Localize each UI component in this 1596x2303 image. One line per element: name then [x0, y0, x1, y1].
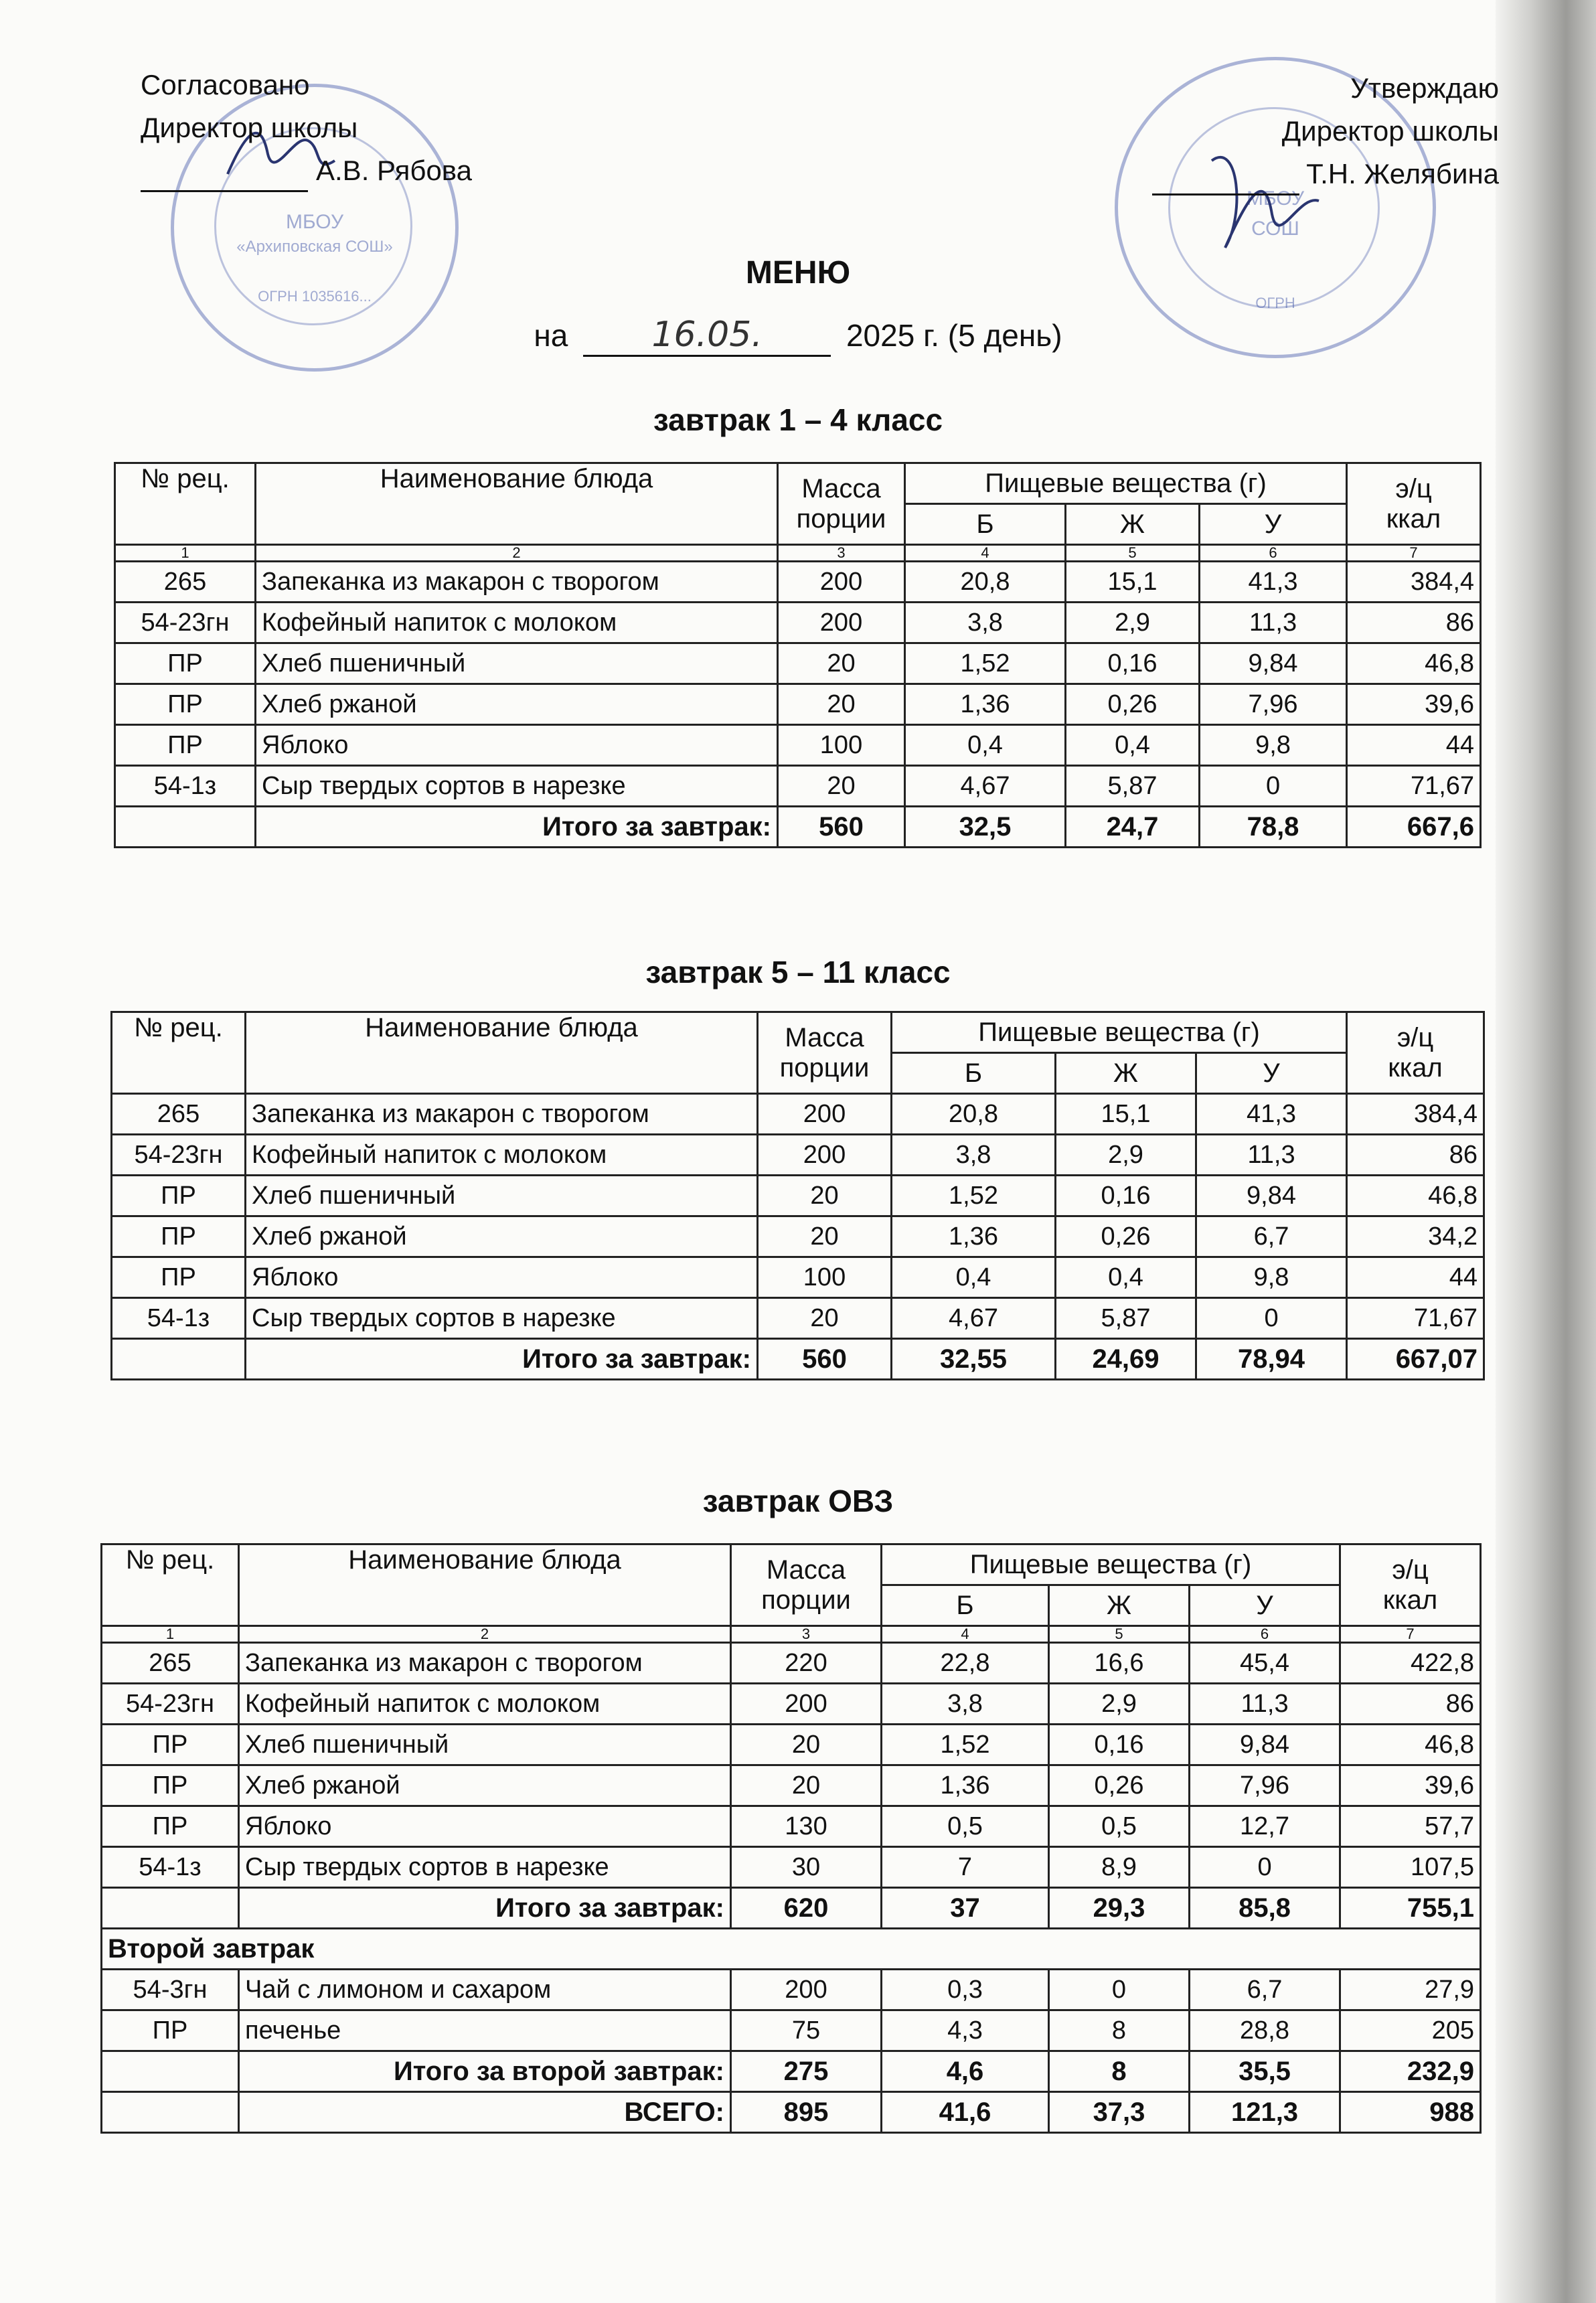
approve-block [1152, 67, 1499, 195]
col-nutrients: Пищевые вещества (г) [882, 1544, 1340, 1585]
kcal-cell: 44 [1347, 1257, 1484, 1298]
second-total-u: 35,5 [1190, 2051, 1340, 2092]
num-cell: 1 [102, 1626, 239, 1643]
mass-cell: 220 [731, 1643, 882, 1684]
date-prefix: на [534, 318, 568, 353]
fat-cell: 0,26 [1056, 1216, 1196, 1257]
grand-total-kcal: 988 [1340, 2092, 1481, 2133]
col-u: У [1200, 504, 1347, 545]
kcal-cell: 46,8 [1340, 1725, 1481, 1765]
kcal-cell: 71,67 [1347, 1298, 1484, 1339]
table-row [102, 1847, 1481, 1888]
protein-cell: 1,36 [892, 1216, 1056, 1257]
kcal-cell: 39,6 [1347, 684, 1481, 725]
total-kcal: 667,07 [1347, 1339, 1484, 1380]
kcal-cell: 46,8 [1347, 643, 1481, 684]
kcal-cell: 27,9 [1340, 1970, 1481, 2010]
table-row [115, 603, 1481, 643]
date-suffix: 2025 г. (5 день) [846, 318, 1062, 353]
fat-cell: 0,16 [1066, 643, 1200, 684]
right-stamp-name: СОШ [1251, 218, 1299, 240]
col-mass-top: Масса [785, 1022, 864, 1052]
approve-label: Утверждаю [1350, 72, 1499, 104]
protein-cell: 3,8 [892, 1135, 1056, 1176]
table-row [102, 1643, 1481, 1684]
dish-cell: Сыр твердых сортов в нарезке [256, 766, 778, 807]
col-mass-top: Масса [801, 473, 881, 503]
mass-cell: 30 [731, 1847, 882, 1888]
table-row [115, 725, 1481, 766]
section-title-1: завтрак 1 – 4 класс [653, 402, 943, 437]
kcal-cell: 422,8 [1340, 1643, 1481, 1684]
mass-cell: 20 [778, 684, 905, 725]
table-row [102, 1970, 1481, 2010]
carb-cell: 41,3 [1200, 562, 1347, 603]
protein-cell: 3,8 [905, 603, 1066, 643]
mass-cell: 20 [758, 1298, 892, 1339]
mass-cell: 20 [731, 1765, 882, 1806]
table-row [102, 1806, 1481, 1847]
dish-cell: Запеканка из макарон с творогом [256, 562, 778, 603]
fat-cell: 15,1 [1066, 562, 1200, 603]
table-row [102, 2010, 1481, 2051]
kcal-cell: 384,4 [1347, 562, 1481, 603]
fat-cell: 0,4 [1056, 1257, 1196, 1298]
grand-total-row [102, 2092, 1481, 2133]
fat-cell: 0,26 [1049, 1765, 1190, 1806]
col-energy-top: э/ц [1396, 1022, 1434, 1052]
recipe-cell: 54-3гн [102, 1970, 239, 2010]
dish-cell: Сыр твердых сортов в нарезке [246, 1298, 758, 1339]
second-total-mass: 275 [731, 2051, 882, 2092]
mass-cell: 100 [758, 1257, 892, 1298]
date-value: 16.05. [583, 315, 831, 357]
carb-cell: 6,7 [1190, 1970, 1340, 2010]
protein-cell: 0,5 [882, 1806, 1049, 1847]
carb-cell: 45,4 [1190, 1643, 1340, 1684]
mass-cell: 200 [758, 1135, 892, 1176]
carb-cell: 6,7 [1196, 1216, 1347, 1257]
total-u: 85,8 [1190, 1888, 1340, 1929]
col-mass-bottom: порции [761, 1585, 851, 1615]
agreed-block [141, 64, 472, 192]
table-row [112, 1216, 1484, 1257]
col-mass-bottom: порции [796, 503, 886, 534]
fat-cell: 0 [1049, 1970, 1190, 2010]
dish-cell: Запеканка из макарон с творогом [246, 1094, 758, 1135]
total-mass: 560 [758, 1339, 892, 1380]
menu-table-1 [114, 462, 1482, 848]
protein-cell: 4,67 [905, 766, 1066, 807]
kcal-cell: 86 [1340, 1684, 1481, 1725]
grand-total-b: 41,6 [882, 2092, 1049, 2133]
protein-cell: 1,52 [905, 643, 1066, 684]
protein-cell: 20,8 [892, 1094, 1056, 1135]
approve-name: Т.Н. Желябина [1306, 158, 1499, 189]
protein-cell: 1,52 [892, 1176, 1056, 1216]
table-row [112, 1094, 1484, 1135]
total-label: Итого за завтрак: [256, 807, 778, 848]
recipe-cell: 54-1з [112, 1298, 246, 1339]
empty-cell [102, 2051, 239, 2092]
agreed-position: Директор школы [141, 112, 358, 143]
empty-cell [115, 807, 256, 848]
col-energy-bottom: ккал [1382, 1585, 1438, 1615]
recipe-cell: ПР [115, 725, 256, 766]
mass-cell: 130 [731, 1806, 882, 1847]
col-energy [1347, 1012, 1484, 1094]
carb-cell: 12,7 [1190, 1806, 1340, 1847]
col-energy-top: э/ц [1392, 1555, 1429, 1585]
grand-total-zh: 37,3 [1049, 2092, 1190, 2133]
total-b: 32,55 [892, 1339, 1056, 1380]
fat-cell: 8,9 [1049, 1847, 1190, 1888]
fat-cell: 2,9 [1066, 603, 1200, 643]
kcal-cell: 34,2 [1347, 1216, 1484, 1257]
col-recipe: № рец. [115, 463, 256, 545]
recipe-cell: ПР [112, 1176, 246, 1216]
num-cell: 4 [882, 1626, 1049, 1643]
recipe-cell: 265 [112, 1094, 246, 1135]
carb-cell: 11,3 [1196, 1135, 1347, 1176]
fat-cell: 0,5 [1049, 1806, 1190, 1847]
protein-cell: 0,4 [892, 1257, 1056, 1298]
mass-cell: 200 [758, 1094, 892, 1135]
protein-cell: 4,67 [892, 1298, 1056, 1339]
protein-cell: 22,8 [882, 1643, 1049, 1684]
dish-cell: Хлеб пшеничный [246, 1176, 758, 1216]
dish-cell: Яблоко [256, 725, 778, 766]
section-title-3: завтрак ОВЗ [702, 1484, 894, 1518]
agreed-label: Согласовано [141, 69, 310, 100]
approve-sign-row [1152, 153, 1499, 195]
num-cell: 2 [256, 545, 778, 562]
recipe-cell: ПР [102, 1765, 239, 1806]
protein-cell: 1,52 [882, 1725, 1049, 1765]
protein-cell: 1,36 [882, 1765, 1049, 1806]
kcal-cell: 107,5 [1340, 1847, 1481, 1888]
table-row [112, 1135, 1484, 1176]
total-mass: 560 [778, 807, 905, 848]
total-row [112, 1339, 1484, 1380]
total-mass: 620 [731, 1888, 882, 1929]
kcal-cell: 57,7 [1340, 1806, 1481, 1847]
carb-cell: 9,8 [1196, 1257, 1347, 1298]
right-stamp-ogrn: ОГРН [1255, 295, 1295, 311]
grand-total-u: 121,3 [1190, 2092, 1340, 2133]
mass-cell: 20 [758, 1176, 892, 1216]
kcal-cell: 44 [1347, 725, 1481, 766]
fat-cell: 5,87 [1066, 766, 1200, 807]
col-zh: Ж [1056, 1053, 1196, 1094]
fat-cell: 0,16 [1049, 1725, 1190, 1765]
empty-cell [102, 1888, 239, 1929]
recipe-cell: 54-23гн [115, 603, 256, 643]
carb-cell: 9,84 [1190, 1725, 1340, 1765]
table-row [112, 1257, 1484, 1298]
fat-cell: 0,26 [1066, 684, 1200, 725]
col-dish: Наименование блюда [246, 1012, 758, 1094]
table-row [102, 1765, 1481, 1806]
col-recipe: № рец. [112, 1012, 246, 1094]
second-total-row [102, 2051, 1481, 2092]
col-zh: Ж [1049, 1585, 1190, 1626]
dish-cell: Хлеб пшеничный [239, 1725, 731, 1765]
carb-cell: 0 [1196, 1298, 1347, 1339]
table-row [115, 562, 1481, 603]
grand-total-label: ВСЕГО: [239, 2092, 731, 2133]
col-energy [1340, 1544, 1481, 1626]
mass-cell: 20 [758, 1216, 892, 1257]
total-label: Итого за завтрак: [239, 1888, 731, 1929]
dish-cell: Кофейный напиток с молоком [239, 1684, 731, 1725]
rows-3 [102, 1643, 1481, 1888]
num-cell: 6 [1200, 545, 1347, 562]
recipe-cell: ПР [115, 684, 256, 725]
recipe-cell: 54-1з [102, 1847, 239, 1888]
col-b: Б [892, 1053, 1056, 1094]
dish-cell: Кофейный напиток с молоком [246, 1135, 758, 1176]
recipe-cell: 54-1з [115, 766, 256, 807]
col-nutrients: Пищевые вещества (г) [905, 463, 1347, 504]
second-total-zh: 8 [1049, 2051, 1190, 2092]
mass-cell: 200 [731, 1970, 882, 2010]
dish-cell: Хлеб ржаной [239, 1765, 731, 1806]
carb-cell: 41,3 [1196, 1094, 1347, 1135]
table-row [115, 684, 1481, 725]
rows-3b [102, 1970, 1481, 2051]
recipe-cell: ПР [102, 2010, 239, 2051]
carb-cell: 9,84 [1196, 1176, 1347, 1216]
col-mass [731, 1544, 882, 1626]
fat-cell: 0,16 [1056, 1176, 1196, 1216]
recipe-cell: ПР [112, 1257, 246, 1298]
recipe-cell: 54-23гн [102, 1684, 239, 1725]
dish-cell: Запеканка из макарон с творогом [239, 1643, 731, 1684]
total-b: 32,5 [905, 807, 1066, 848]
carb-cell: 9,8 [1200, 725, 1347, 766]
fat-cell: 2,9 [1056, 1135, 1196, 1176]
second-total-b: 4,6 [882, 2051, 1049, 2092]
right-stamp-org: МБОУ [1246, 187, 1305, 210]
total-row [115, 807, 1481, 848]
mass-cell: 100 [778, 725, 905, 766]
total-kcal: 755,1 [1340, 1888, 1481, 1929]
num-cell: 1 [115, 545, 256, 562]
protein-cell: 3,8 [882, 1684, 1049, 1725]
dish-cell: Кофейный напиток с молоком [256, 603, 778, 643]
carb-cell: 0 [1200, 766, 1347, 807]
col-dish: Наименование блюда [256, 463, 778, 545]
dish-cell: Яблоко [239, 1806, 731, 1847]
mass-cell: 20 [778, 643, 905, 684]
table-row [112, 1298, 1484, 1339]
table-row [102, 1725, 1481, 1765]
recipe-cell: 265 [102, 1643, 239, 1684]
mass-cell: 20 [778, 766, 905, 807]
protein-cell: 4,3 [882, 2010, 1049, 2051]
fat-cell: 8 [1049, 2010, 1190, 2051]
rows-1 [115, 562, 1481, 807]
dish-cell: Хлеб пшеничный [256, 643, 778, 684]
dish-cell: Чай с лимоном и сахаром [239, 1970, 731, 2010]
num-cell: 5 [1049, 1626, 1190, 1643]
num-cell: 7 [1340, 1626, 1481, 1643]
section-title-2: завтрак 5 – 11 класс [645, 955, 951, 989]
col-u: У [1196, 1053, 1347, 1094]
protein-cell: 20,8 [905, 562, 1066, 603]
mass-cell: 75 [731, 2010, 882, 2051]
kcal-cell: 205 [1340, 2010, 1481, 2051]
empty-cell [102, 2092, 239, 2133]
fat-cell: 5,87 [1056, 1298, 1196, 1339]
recipe-cell: ПР [112, 1216, 246, 1257]
total-zh: 24,69 [1056, 1339, 1196, 1380]
dish-cell: Хлеб ржаной [246, 1216, 758, 1257]
menu-table-2 [110, 1011, 1485, 1380]
carb-cell: 7,96 [1190, 1765, 1340, 1806]
agreed-sign-row [141, 149, 472, 192]
col-energy [1347, 463, 1481, 545]
col-recipe: № рец. [102, 1544, 239, 1626]
carb-cell: 11,3 [1190, 1684, 1340, 1725]
col-energy-bottom: ккал [1386, 503, 1441, 534]
recipe-cell: ПР [115, 643, 256, 684]
dish-cell: Хлеб ржаной [256, 684, 778, 725]
num-cell: 5 [1066, 545, 1200, 562]
col-mass-bottom: порции [779, 1052, 870, 1083]
total-label: Итого за завтрак: [246, 1339, 758, 1380]
table-row [112, 1176, 1484, 1216]
carb-cell: 11,3 [1200, 603, 1347, 643]
col-mass-top: Масса [766, 1555, 846, 1585]
menu-table-3 [100, 1543, 1482, 2134]
col-dish: Наименование блюда [239, 1544, 731, 1626]
rows-2 [112, 1094, 1484, 1339]
num-cell: 6 [1190, 1626, 1340, 1643]
approve-position: Директор школы [1281, 115, 1499, 147]
col-zh: Ж [1066, 504, 1200, 545]
second-total-kcal: 232,9 [1340, 2051, 1481, 2092]
dish-cell: Сыр твердых сортов в нарезке [239, 1847, 731, 1888]
mass-cell: 20 [731, 1725, 882, 1765]
carb-cell: 7,96 [1200, 684, 1347, 725]
total-zh: 24,7 [1066, 807, 1200, 848]
recipe-cell: 265 [115, 562, 256, 603]
total-zh: 29,3 [1049, 1888, 1190, 1929]
col-u: У [1190, 1585, 1340, 1626]
protein-cell: 0,4 [905, 725, 1066, 766]
table-row [102, 1684, 1481, 1725]
num-cell: 4 [905, 545, 1066, 562]
dish-cell: Яблоко [246, 1257, 758, 1298]
second-total-label: Итого за второй завтрак: [239, 2051, 731, 2092]
carb-cell: 9,84 [1200, 643, 1347, 684]
col-b: Б [882, 1585, 1049, 1626]
kcal-cell: 86 [1347, 603, 1481, 643]
grand-total-mass: 895 [731, 2092, 882, 2133]
num-cell: 7 [1347, 545, 1481, 562]
carb-cell: 0 [1190, 1847, 1340, 1888]
mass-cell: 200 [778, 603, 905, 643]
mass-cell: 200 [731, 1684, 882, 1725]
kcal-cell: 384,4 [1347, 1094, 1484, 1135]
recipe-cell: ПР [102, 1806, 239, 1847]
total-row [102, 1888, 1481, 1929]
agreed-name: А.В. Рябова [316, 155, 473, 186]
page-title: МЕНЮ [745, 255, 851, 291]
second-breakfast-heading [102, 1929, 1481, 1970]
col-energy-top: э/ц [1395, 473, 1432, 503]
kcal-cell: 86 [1347, 1135, 1484, 1176]
protein-cell: 1,36 [905, 684, 1066, 725]
approve-sign-line [1152, 167, 1299, 195]
dish-cell: печенье [239, 2010, 731, 2051]
mass-cell: 200 [778, 562, 905, 603]
total-kcal: 667,6 [1347, 807, 1481, 848]
num-cell: 3 [731, 1626, 882, 1643]
total-u: 78,8 [1200, 807, 1347, 848]
fat-cell: 2,9 [1049, 1684, 1190, 1725]
left-stamp-name: «Архиповская СОШ» [236, 238, 393, 256]
second-breakfast-title: Второй завтрак [102, 1929, 1481, 1970]
protein-cell: 7 [882, 1847, 1049, 1888]
kcal-cell: 39,6 [1340, 1765, 1481, 1806]
num-cell: 2 [239, 1626, 731, 1643]
left-stamp-ogrn: ОГРН 1035616... [258, 288, 372, 305]
kcal-cell: 71,67 [1347, 766, 1481, 807]
date-line [0, 315, 1596, 357]
recipe-cell: ПР [102, 1725, 239, 1765]
empty-cell [112, 1339, 246, 1380]
col-mass [758, 1012, 892, 1094]
total-u: 78,94 [1196, 1339, 1347, 1380]
table-row [115, 766, 1481, 807]
col-energy-bottom: ккал [1388, 1052, 1443, 1083]
col-nutrients: Пищевые вещества (г) [892, 1012, 1347, 1053]
fat-cell: 0,4 [1066, 725, 1200, 766]
col-mass [778, 463, 905, 545]
kcal-cell: 46,8 [1347, 1176, 1484, 1216]
fat-cell: 16,6 [1049, 1643, 1190, 1684]
col-b: Б [905, 504, 1066, 545]
num-cell: 3 [778, 545, 905, 562]
left-stamp-org: МБОУ [285, 211, 344, 233]
agreed-sign-line [141, 163, 308, 192]
table-row [115, 643, 1481, 684]
total-b: 37 [882, 1888, 1049, 1929]
carb-cell: 28,8 [1190, 2010, 1340, 2051]
recipe-cell: 54-23гн [112, 1135, 246, 1176]
protein-cell: 0,3 [882, 1970, 1049, 2010]
fat-cell: 15,1 [1056, 1094, 1196, 1135]
